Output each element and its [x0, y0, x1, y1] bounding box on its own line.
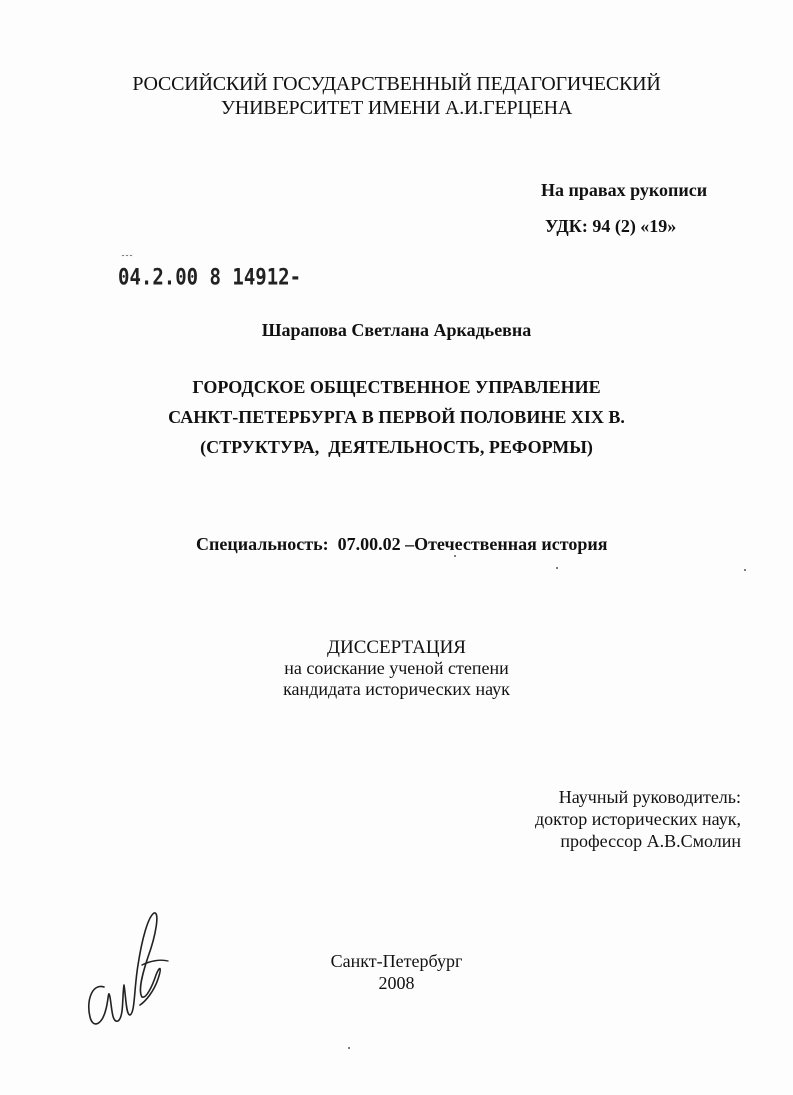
- author-name: Шарапова Светлана Аркадьевна: [261, 320, 532, 340]
- dissertation-line-1: на соискание ученой степени: [284, 658, 509, 678]
- udk-code: УДК: 94 (2) «19»: [545, 216, 677, 236]
- scan-speck: [348, 1047, 350, 1049]
- manuscript-rights: На правах рукописи: [541, 180, 708, 200]
- supervisor-line-2: доктор исторических наук,: [535, 809, 741, 829]
- year: 2008: [378, 973, 415, 993]
- university-name: [0, 72, 793, 120]
- dissertation-line-2: кандидата исторических наук: [283, 679, 510, 699]
- scan-speck: [454, 555, 456, 557]
- university-line-1: РОССИЙСКИЙ ГОСУДАРСТВЕННЫЙ ПЕДАГОГИЧЕСКИЙ: [132, 73, 661, 95]
- supervisor-line-1: Научный руководитель:: [558, 787, 741, 807]
- dissertation-heading: ДИССЕРТАЦИЯ: [327, 637, 466, 658]
- dissertation-block: [0, 637, 793, 700]
- dissertation-title: [0, 372, 793, 462]
- supervisor-line-3: профессор А.В.Смолин: [560, 831, 741, 851]
- specialty: Специальность: 07.00.02 –Отечественная история: [196, 534, 608, 554]
- university-line-2: УНИВЕРСИТЕТ ИМЕНИ А.И.ГЕРЦЕНА: [220, 97, 573, 119]
- supervisor-block: [535, 786, 741, 852]
- stamp-mark: ˘˘˘: [121, 254, 133, 263]
- scan-speck: [556, 567, 558, 569]
- title-line-3: (СТРУКТУРА, ДЕЯТЕЛЬНОСТЬ, РЕФОРМЫ): [200, 437, 593, 457]
- title-line-1: ГОРОДСКОЕ ОБЩЕСТВЕННОЕ УПРАВЛЕНИЕ: [192, 377, 601, 397]
- footer-place-year: [0, 950, 793, 994]
- city: Санкт-Петербург: [330, 951, 463, 971]
- scan-speck: [744, 569, 746, 571]
- stamp-number: 04.2.00 8 14912-: [118, 265, 302, 291]
- title-line-2: САНКТ-ПЕТЕРБУРГА В ПЕРВОЙ ПОЛОВИНЕ XIX В.: [168, 407, 625, 427]
